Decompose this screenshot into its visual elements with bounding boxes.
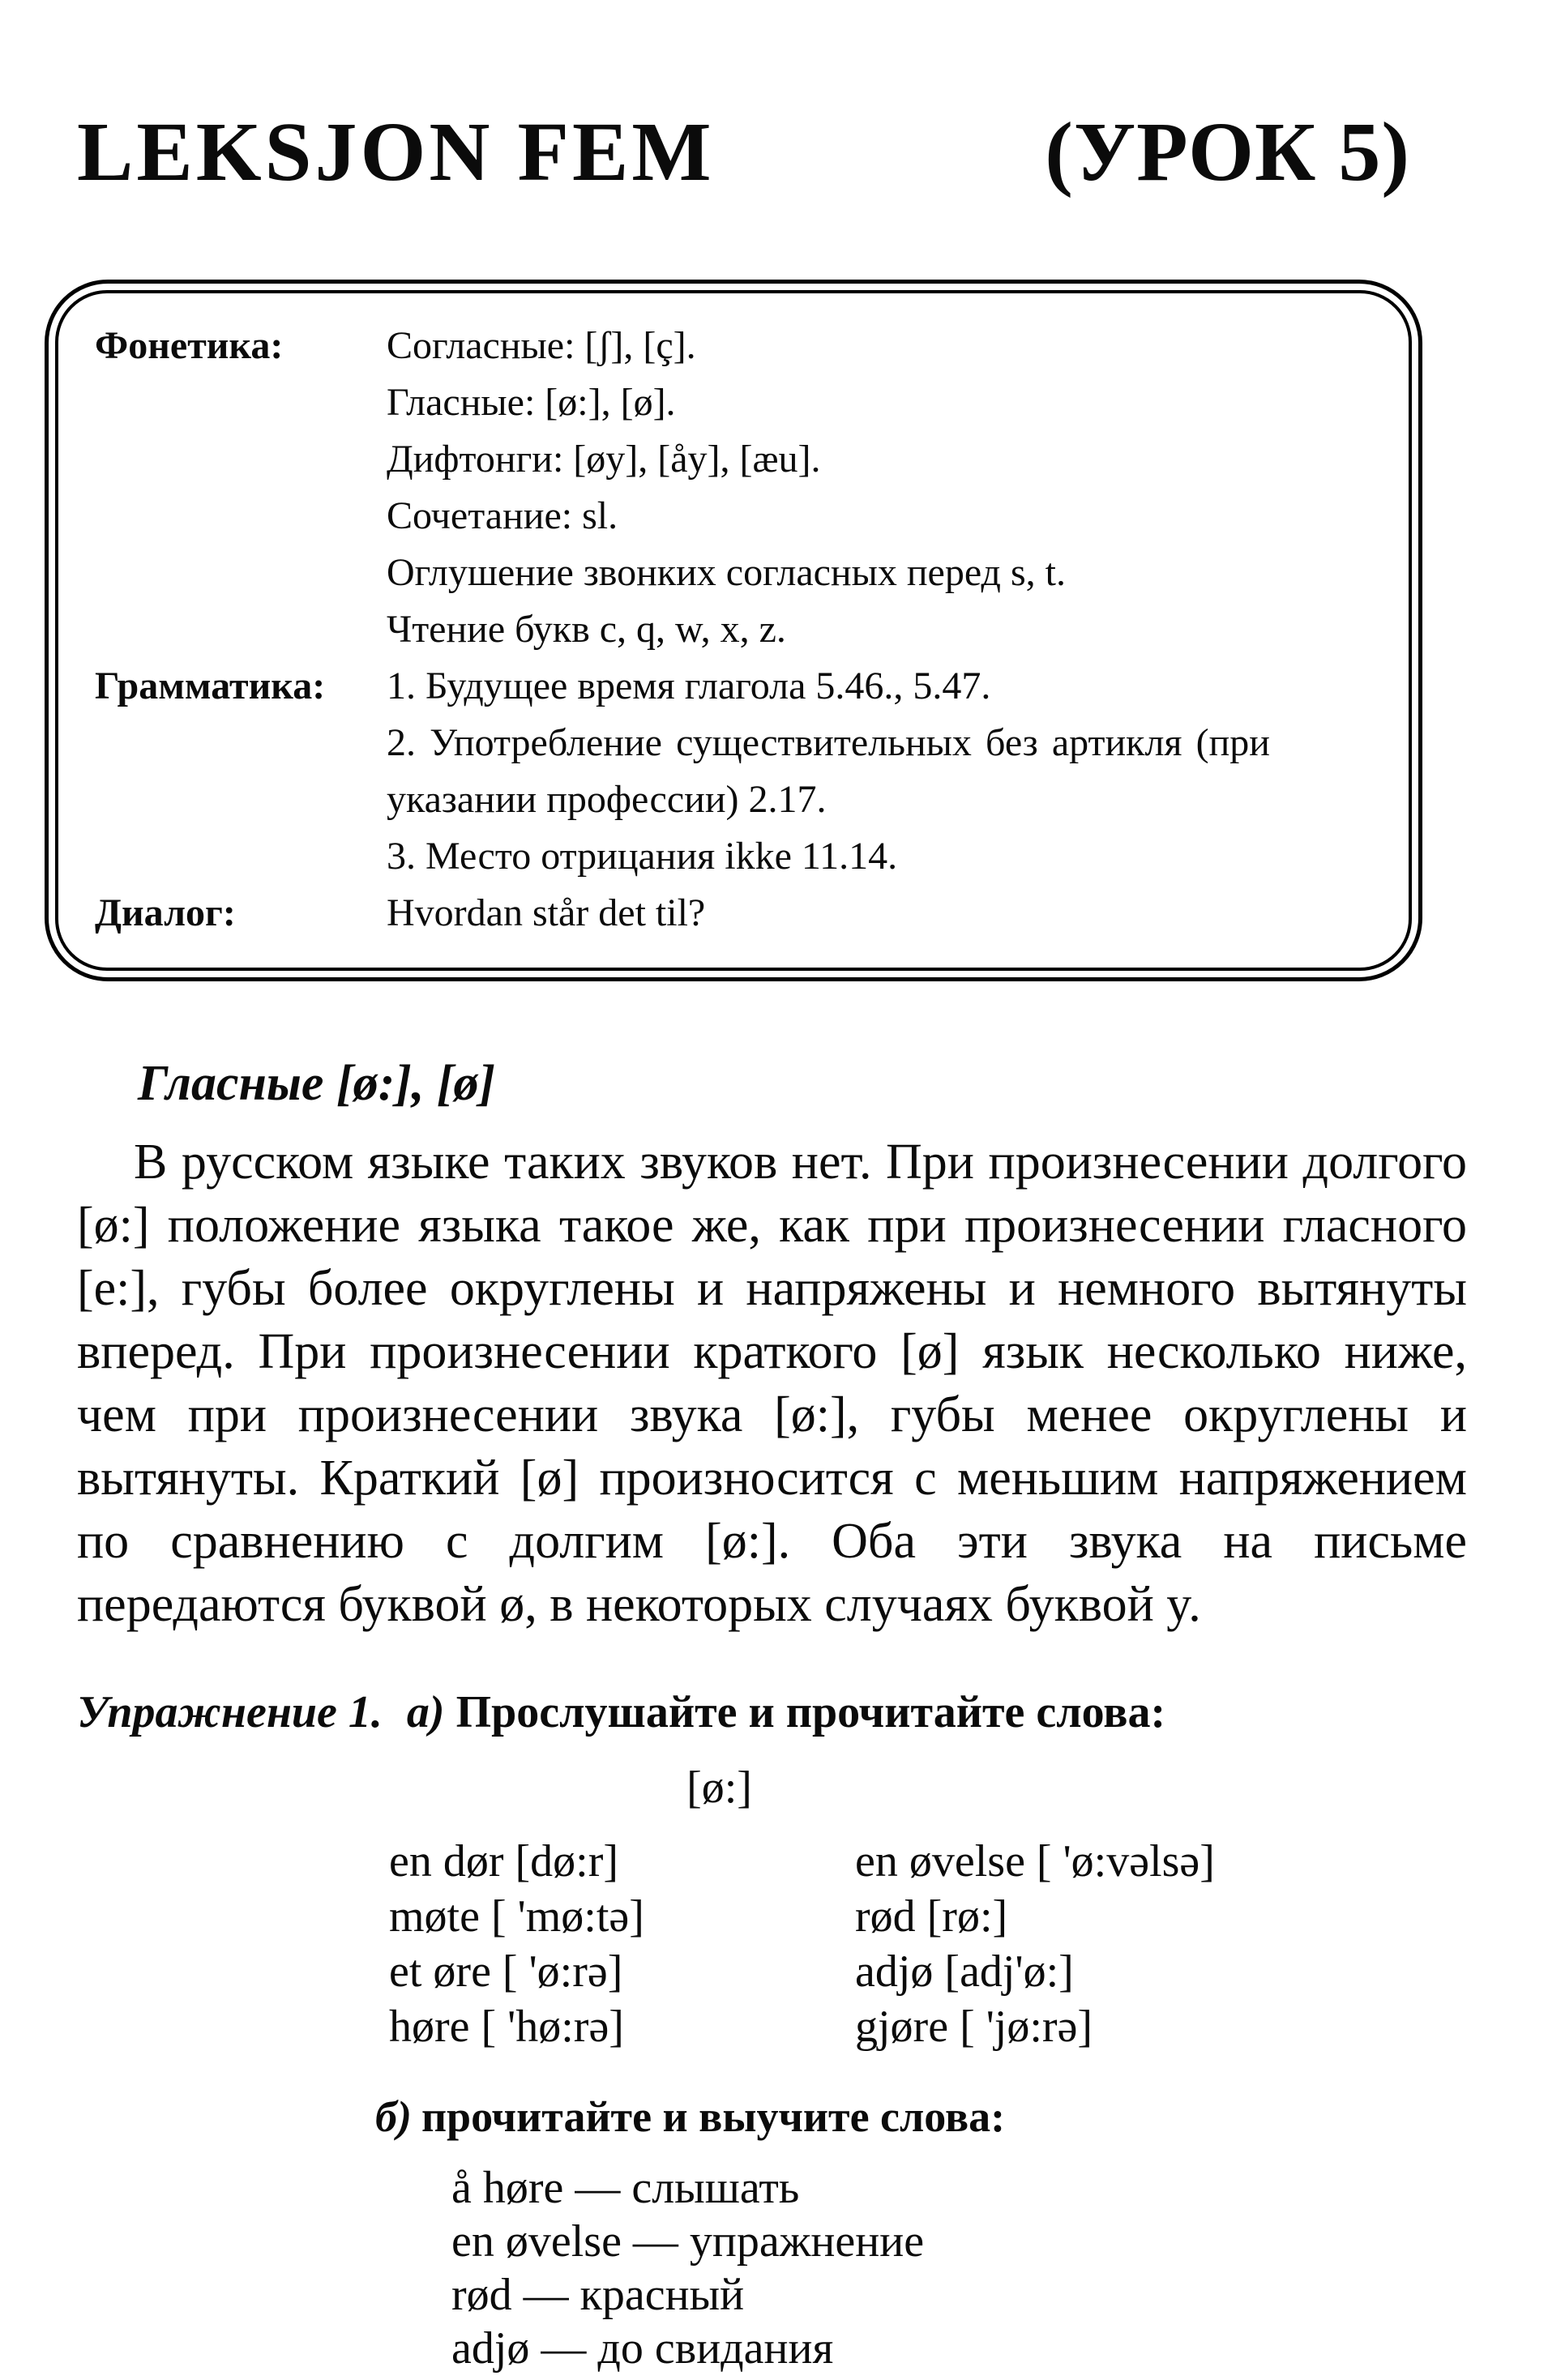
summary-row-dialog <box>95 885 1368 942</box>
summary-lines-dialog <box>387 885 1368 942</box>
lesson-body <box>77 1053 1467 2375</box>
summary-line-vowels: Гласные: [ø:], [ø]. <box>387 381 676 424</box>
vocab-item: rød — красный <box>451 2270 745 2320</box>
summary-row-grammar <box>95 658 1368 885</box>
lesson-header <box>77 104 1410 200</box>
word-item: en øvelse [ 'ø:vəlsə] <box>855 1836 1215 1886</box>
section-paragraph: В русском языке таких звуков нет. При произнесении долгого [ø:] положение языка такое же, как при произнесении гласного [е:], губы более округлены и напряжены и немного вытянуты вперед. При произнесении краткого [ø] язык несколько ниже, чем при произнесении звука [ø:], губы менее округлены и вытянуты. Краткий [ø] произносится с меньшим напряжением по сравнению с долгим [ø:]. Оба эти звука на письме передаются буквой ø, в некоторых случаях буквой y. <box>77 1134 1467 1632</box>
section-heading: Гласные [ø:], [ø] <box>138 1056 496 1111</box>
summary-lines-grammar <box>387 658 1368 885</box>
summary-row-phonetics <box>95 318 1368 658</box>
lesson-title-russian: (УРОК 5) <box>1045 105 1410 199</box>
summary-line-dialog-title: Hvordan står det til? <box>387 891 706 934</box>
lesson-summary-box <box>45 280 1422 981</box>
summary-line-grammar-2b: указании профессии) 2.17. <box>387 778 827 821</box>
word-item: en dør [dø:r] <box>389 1836 619 1886</box>
exercise-1-heading <box>77 1685 1467 1740</box>
word-item: et øre [ 'ø:rə] <box>389 1946 623 1997</box>
summary-label-dialog: Диалог: <box>95 891 236 934</box>
summary-line-devoicing: Оглушение звонких согласных перед s, t. <box>387 551 1066 594</box>
sound-heading: [ø:] <box>686 1763 752 1813</box>
exercise-1-part-b-label: б) <box>375 2092 412 2141</box>
summary-label-phonetics: Фонетика: <box>95 324 284 367</box>
exercise-1-label: Упражнение 1. <box>77 1687 383 1737</box>
summary-line-combination: Сочетание: sl. <box>387 494 618 537</box>
summary-line-letter-reading: Чтение букв c, q, w, x, z. <box>387 608 786 651</box>
summary-line-consonants: Согласные: [ʃ], [ç]. <box>387 324 696 367</box>
lesson-title-norwegian: LEKSJON FEM <box>77 105 715 199</box>
word-item: høre [ 'hø:rə] <box>389 2002 624 2052</box>
summary-lines-phonetics <box>387 318 1368 658</box>
vocab-item: adjø — до свидания <box>451 2323 834 2374</box>
vocab-item: en øvelse — упражнение <box>451 2216 925 2267</box>
exercise-1-part-a-label: а) <box>406 1687 445 1737</box>
lesson-summary-box-inner <box>55 290 1412 971</box>
summary-line-grammar-1: 1. Будущее время глагола 5.46., 5.47. <box>387 664 991 707</box>
exercise-1-part-b-instruction: прочитайте и выучите слова: <box>421 2092 1006 2141</box>
summary-line-diphthongs: Дифтонги: [øy], [åy], [æu]. <box>387 438 821 481</box>
exercise-1-part-b-heading <box>375 2090 1467 2143</box>
summary-label-grammar: Грамматика: <box>95 664 326 707</box>
vocab-item: å høre — слышать <box>451 2163 800 2213</box>
word-item: møte [ 'mø:tə] <box>389 1891 644 1942</box>
vocabulary-list <box>451 2161 1467 2375</box>
summary-line-grammar-2a: 2. Употребление существительных без артикля (при <box>387 721 1270 764</box>
exercise-1-part-a-instruction: Прослушайте и прочитайте слова: <box>455 1687 1166 1737</box>
summary-line-grammar-3: 3. Место отрицания ikke 11.14. <box>387 835 898 878</box>
word-item: gjøre [ 'jø:rə] <box>855 2002 1093 2052</box>
word-list <box>389 1834 1467 2054</box>
word-item: adjø [adj'ø:] <box>855 1946 1074 1997</box>
word-item: rød [rø:] <box>855 1891 1008 1942</box>
